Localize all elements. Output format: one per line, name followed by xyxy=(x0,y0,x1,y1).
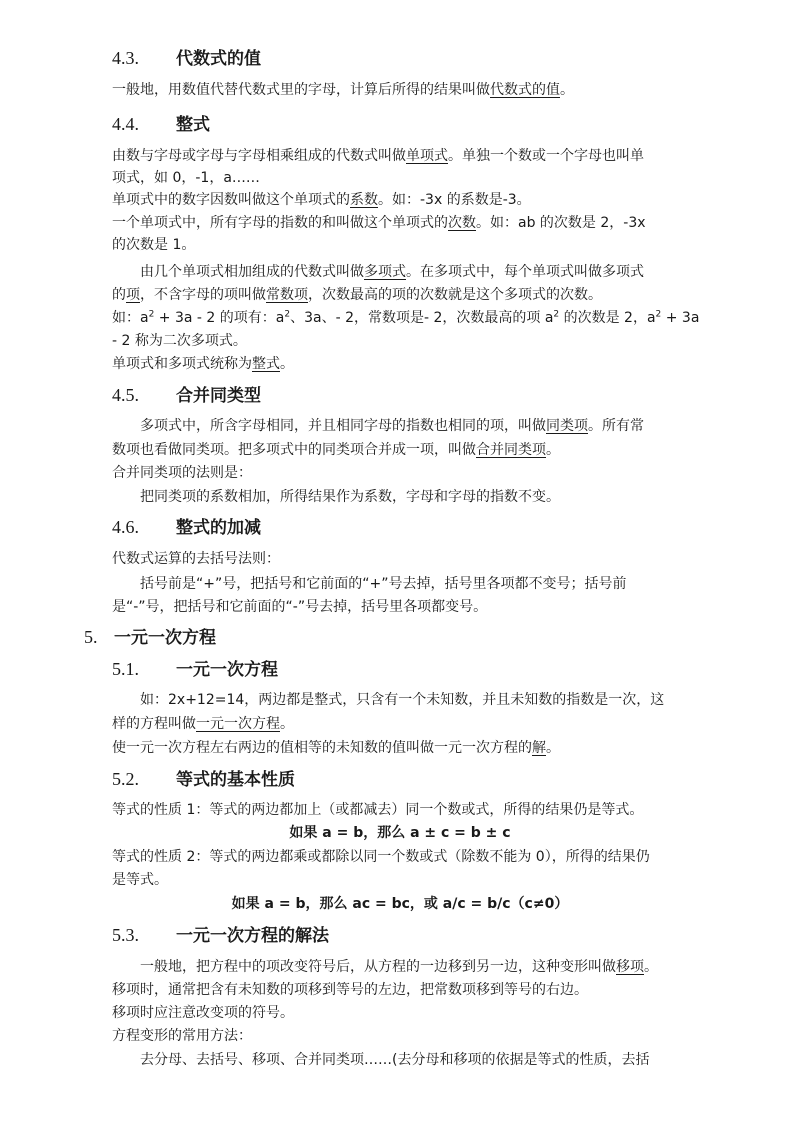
superscript: 2 xyxy=(553,309,560,320)
term-underlined: 代数式的值 xyxy=(490,82,560,98)
paragraph-line: 代数式运算的去括号法则： xyxy=(112,551,280,567)
term-underlined: 同类项 xyxy=(546,418,588,434)
paragraph-line: - 2 称为二次多项式。 xyxy=(112,333,247,349)
text: 数项也看做同类项。把多项式中的同类项合并成一项，叫做 xyxy=(112,442,476,458)
text: 的 xyxy=(112,287,126,303)
section-title: 一元一次方程 xyxy=(114,628,216,648)
term-underlined: 系数 xyxy=(350,192,378,208)
section-number: 5. xyxy=(84,627,98,647)
section-title: 合并同类型 xyxy=(176,386,261,406)
text: 由数与字母或字母与字母相乘组成的代数式叫做 xyxy=(112,148,406,164)
term-underlined: 整式 xyxy=(252,356,280,372)
term-underlined: 次数 xyxy=(448,215,476,231)
text: 使一元一次方程左右两边的值相等的未知数的值叫做一元一次方程的 xyxy=(112,740,532,756)
paragraph-line xyxy=(112,80,574,100)
section-title: 等式的基本性质 xyxy=(176,770,295,790)
section-heading-4-4 xyxy=(112,113,210,136)
term-underlined: 单项式 xyxy=(406,148,448,164)
paragraph-line: 把同类项的系数相加，所得结果作为系数，字母和字母的指数不变。 xyxy=(140,489,560,505)
paragraph-line: 移项时应注意改变项的符号。 xyxy=(112,1005,294,1021)
text: 。 xyxy=(644,959,658,975)
term-underlined: 移项 xyxy=(616,959,644,975)
section-number: 5.1. xyxy=(112,659,139,679)
superscript: 2 xyxy=(655,309,662,320)
text: 一般地，用数值代替代数式里的字母，计算后所得的结果叫做 xyxy=(112,82,490,98)
text: 。 xyxy=(546,740,560,756)
section-number: 5.3. xyxy=(112,925,139,945)
text: 。 xyxy=(280,716,294,732)
section-number: 4.5. xyxy=(112,385,139,405)
text: 单项式和多项式统称为 xyxy=(112,356,252,372)
section-title: 整式 xyxy=(176,115,210,135)
paragraph-line: 的次数是 1。 xyxy=(112,237,196,253)
paragraph-line: 方程变形的常用方法： xyxy=(112,1028,252,1044)
paragraph-line xyxy=(140,262,644,282)
paragraph-line xyxy=(112,440,560,460)
paragraph-line: 如：2x+12=14，两边都是整式，只含有一个未知数，并且未知数的指数是一次，这 xyxy=(140,692,665,708)
superscript: 2 xyxy=(148,309,155,320)
text: 。如：-3x 的系数是-3。 xyxy=(378,192,531,208)
paragraph-line: 是等式。 xyxy=(112,872,168,888)
paragraph-line: 是“-”号，把括号和它前面的“-”号去掉，括号里各项都变号。 xyxy=(112,599,488,615)
term-underlined: 合并同类项 xyxy=(476,442,546,458)
text: 。所有常 xyxy=(588,418,644,434)
text: 。在多项式中，每个单项式叫做多项式 xyxy=(406,264,644,280)
paragraph-line xyxy=(112,308,699,328)
text: 样的方程叫做 xyxy=(112,716,196,732)
chapter-heading-5 xyxy=(84,626,216,649)
text: ，次数最高的项的次数就是这个多项式的次数。 xyxy=(308,287,602,303)
text: 。 xyxy=(560,82,574,98)
formula-line: 如果 a = b，那么 ac = bc，或 a/c = b/c（c≠0） xyxy=(231,896,569,912)
paragraph-line xyxy=(112,714,294,734)
text: 。单独一个数或一个字母也叫单 xyxy=(448,148,644,164)
text: ，不含字母的项叫做 xyxy=(140,287,266,303)
text: 一个单项式中，所有字母的指数的和叫做这个单项式的 xyxy=(112,215,448,231)
term-underlined: 多项式 xyxy=(364,264,406,280)
text: 、3a、- 2，常数项是- 2，次数最高的项 a xyxy=(290,310,554,326)
section-title: 代数式的值 xyxy=(176,49,261,69)
paragraph-line xyxy=(112,354,294,374)
text: 。如：ab 的次数是 2，-3x xyxy=(476,215,646,231)
section-heading-5-3 xyxy=(112,924,329,947)
paragraph-line: 括号前是“+”号，把括号和它前面的“+”号去掉，括号里各项都不变号；括号前 xyxy=(140,576,627,592)
term-underlined: 一元一次方程 xyxy=(196,716,280,732)
text: 单项式中的数字因数叫做这个单项式的 xyxy=(112,192,350,208)
section-heading-4-3 xyxy=(112,47,261,70)
paragraph-line xyxy=(140,416,644,436)
section-number: 5.2. xyxy=(112,769,139,789)
section-heading-5-2 xyxy=(112,768,295,791)
formula-line: 如果 a = b，那么 a ± c = b ± c xyxy=(289,825,511,841)
paragraph-line xyxy=(112,190,531,210)
text: 。 xyxy=(546,442,560,458)
paragraph-line xyxy=(140,957,658,977)
paragraph-line xyxy=(112,738,560,758)
section-heading-5-1 xyxy=(112,658,278,681)
term-underlined: 常数项 xyxy=(266,287,308,303)
text: 由几个单项式相加组成的代数式叫做 xyxy=(140,264,364,280)
text: 的次数是 2，a xyxy=(559,310,656,326)
paragraph-line xyxy=(112,285,602,305)
paragraph-line: 移项时，通常把含有未知数的项移到等号的左边，把常数项移到等号的右边。 xyxy=(112,982,588,998)
text: 多项式中，所含字母相同，并且相同字母的指数也相同的项，叫做 xyxy=(140,418,546,434)
paragraph-line xyxy=(112,213,646,233)
paragraph-line xyxy=(112,146,644,166)
superscript: 2 xyxy=(284,309,291,320)
paragraph-line: 等式的性质 1：等式的两边都加上（或都减去）同一个数或式，所得的结果仍是等式。 xyxy=(112,802,644,818)
text: 。 xyxy=(280,356,294,372)
section-heading-4-6 xyxy=(112,516,261,539)
text: + 3a - 2 的项有：a xyxy=(154,310,285,326)
paragraph-line: 合并同类项的法则是： xyxy=(112,465,252,481)
paragraph-line: 项式，如 0，-1，a…… xyxy=(112,170,260,186)
section-title: 一元一次方程 xyxy=(176,660,278,680)
text: 如：a xyxy=(112,310,149,326)
section-heading-4-5 xyxy=(112,384,261,407)
term-underlined: 项 xyxy=(126,287,140,303)
section-title: 整式的加减 xyxy=(176,518,261,538)
paragraph-line: 等式的性质 2：等式的两边都乘或都除以同一个数或式（除数不能为 0），所得的结果仍 xyxy=(112,849,650,865)
section-number: 4.3. xyxy=(112,48,139,68)
section-title: 一元一次方程的解法 xyxy=(176,926,329,946)
text: + 3a xyxy=(661,310,700,326)
text: 一般地，把方程中的项改变符号后，从方程的一边移到另一边，这种变形叫做 xyxy=(140,959,616,975)
term-underlined: 解 xyxy=(532,740,546,756)
paragraph-line: 去分母、去括号、移项、合并同类项……(去分母和移项的依据是等式的性质，去括 xyxy=(140,1052,650,1068)
section-number: 4.6. xyxy=(112,517,139,537)
section-number: 4.4. xyxy=(112,114,139,134)
